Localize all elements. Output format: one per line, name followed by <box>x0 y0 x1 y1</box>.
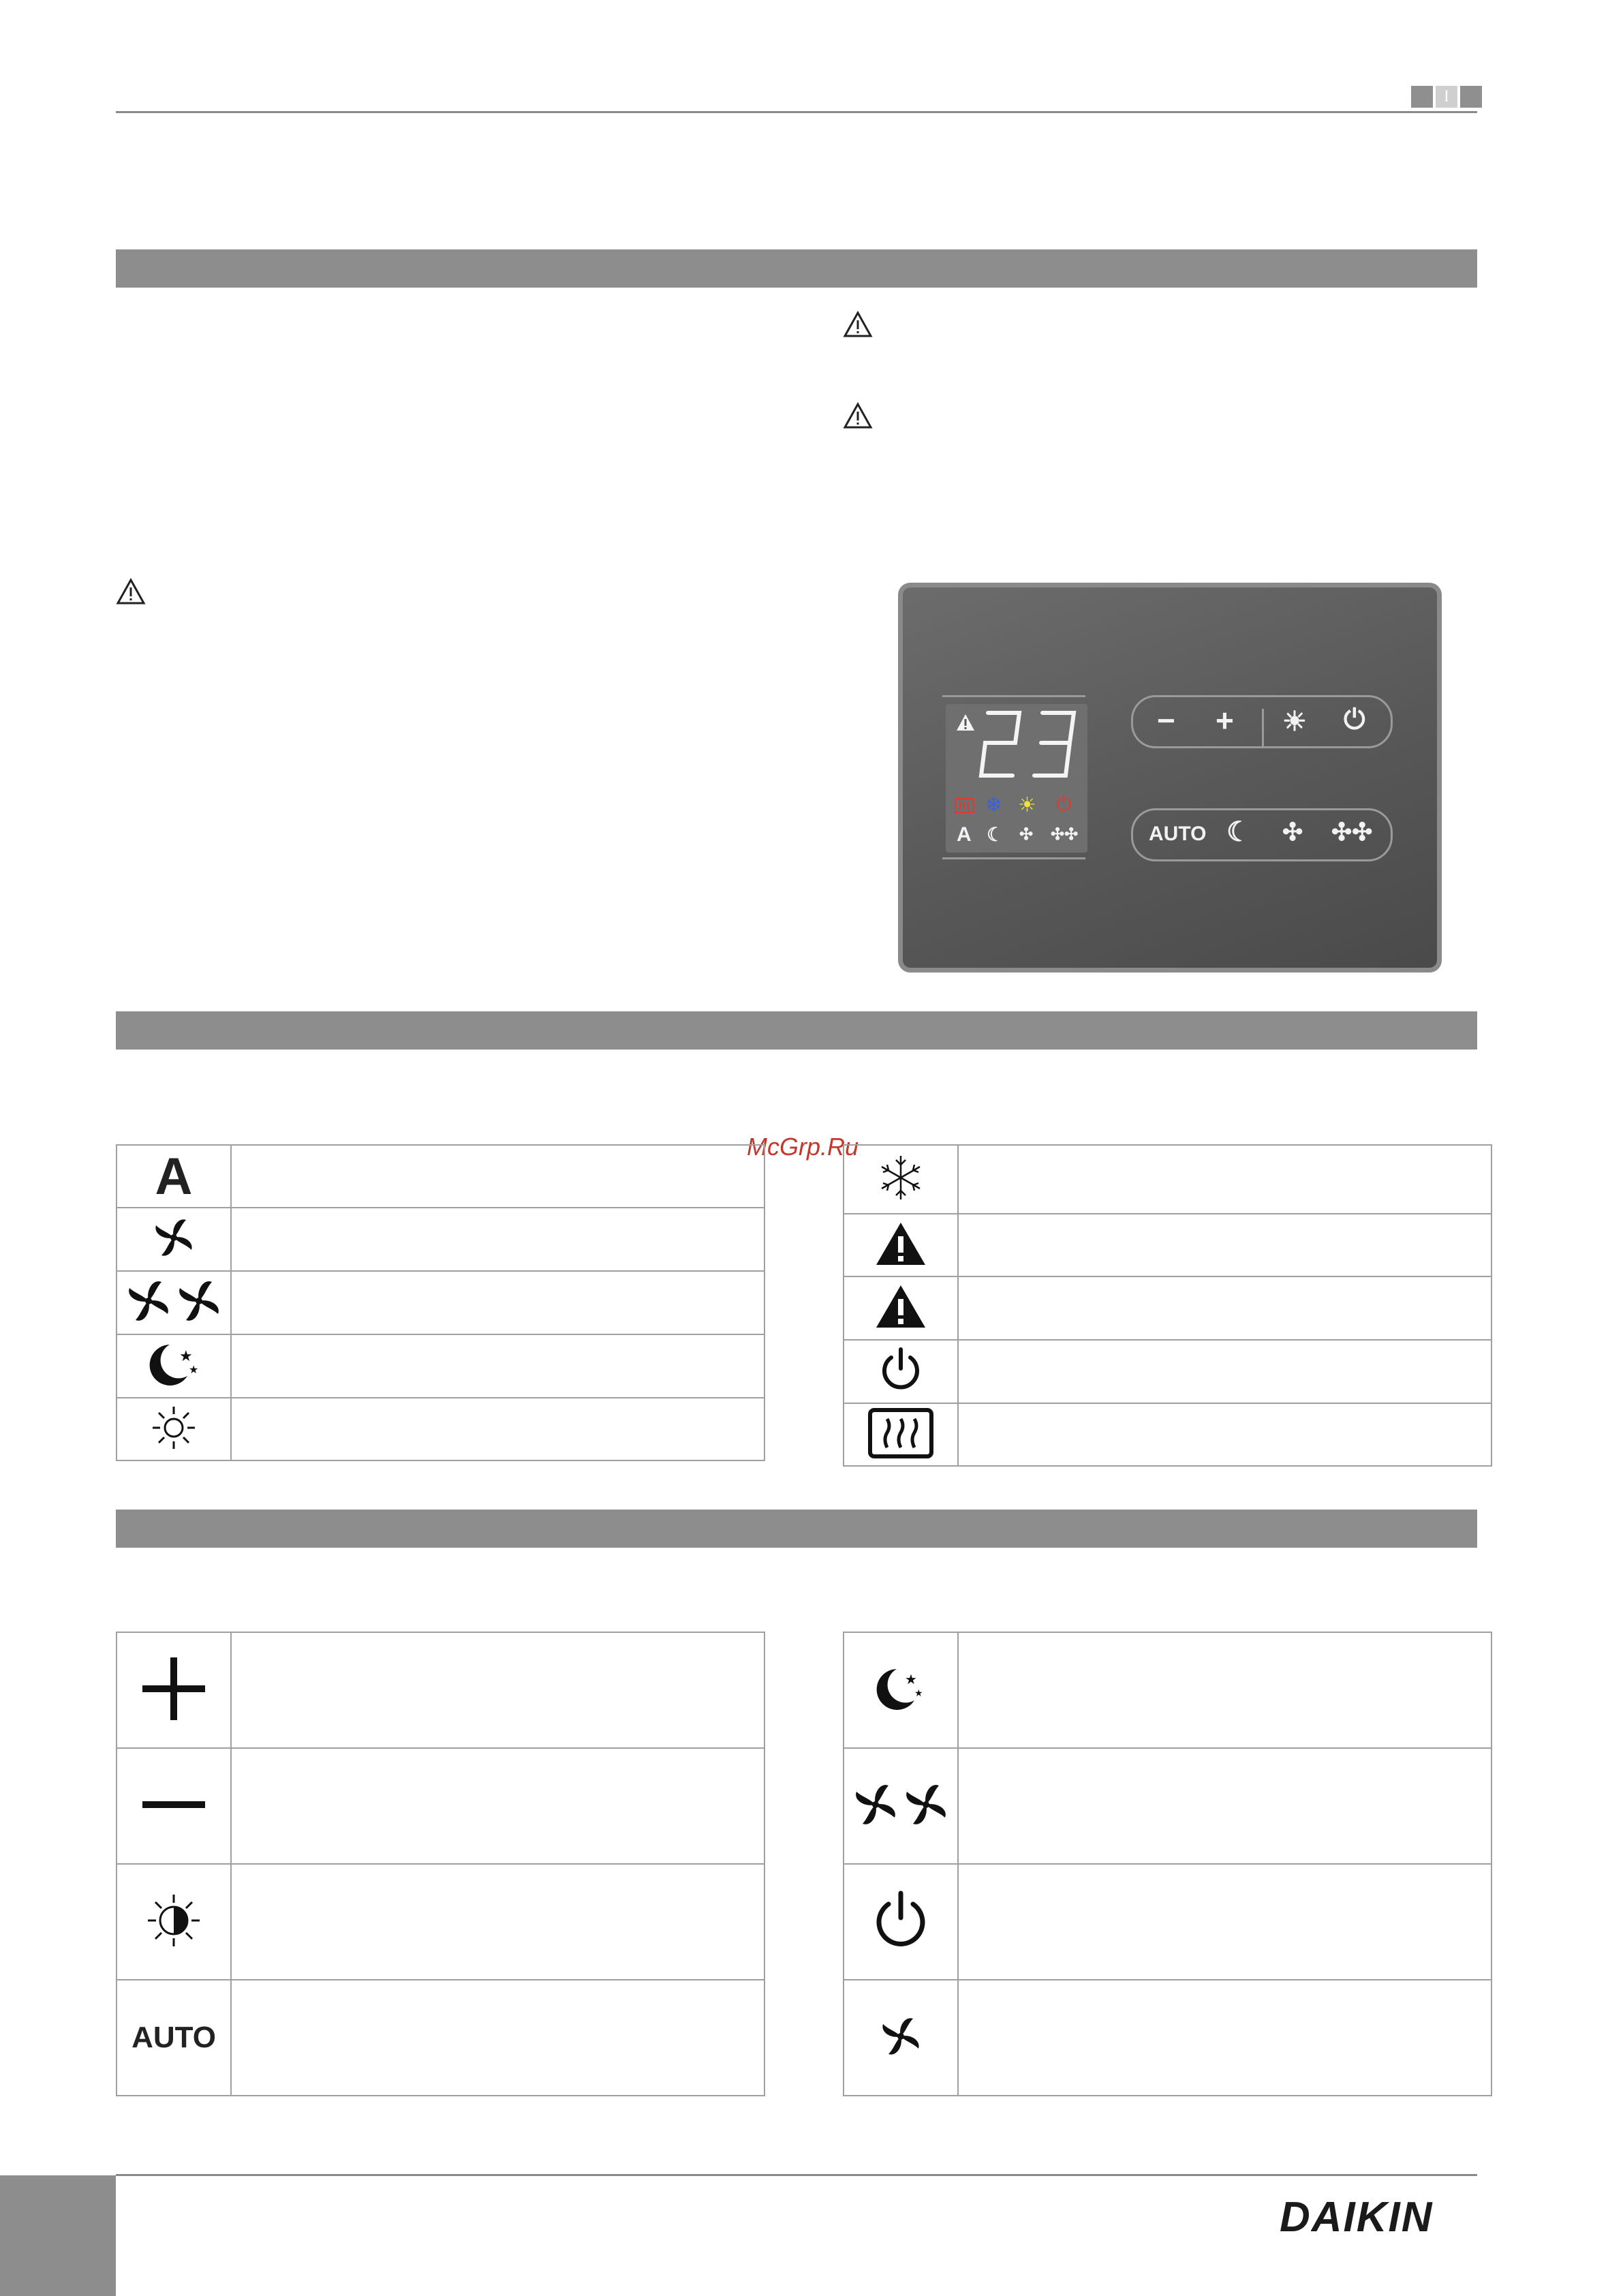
panel-auto-button[interactable]: AUTO <box>1149 823 1207 845</box>
lcd-mode-row <box>951 823 1087 848</box>
lcd-auto-letter: A <box>957 823 972 846</box>
table-cell <box>958 1403 1491 1466</box>
panel-divider <box>1262 709 1264 748</box>
table-cell <box>958 1214 1491 1276</box>
warning-icon <box>843 311 873 338</box>
lcd-moon-icon: ☾ <box>987 824 1004 845</box>
table-cell <box>231 1145 764 1208</box>
lcd-snowflake-icon: ❄ <box>985 794 1003 816</box>
svg-text:★: ★ <box>189 1364 199 1376</box>
svg-text:★: ★ <box>179 1347 193 1364</box>
footer-page-box <box>0 2175 116 2296</box>
moon-stars-icon <box>844 1632 958 1748</box>
power-icon <box>844 1864 958 1980</box>
sun-icon <box>117 1398 231 1460</box>
panel-line <box>942 695 1085 697</box>
buttons-table-right <box>843 1632 1492 2096</box>
panel-minus-button[interactable]: − <box>1157 703 1175 738</box>
panel-fan-button[interactable]: ✣ <box>1282 818 1303 846</box>
header-rule <box>116 111 1477 113</box>
warning-icon <box>116 578 146 605</box>
warning-filled-icon <box>844 1214 958 1276</box>
lcd-warning-icon <box>955 713 976 732</box>
panel-plus-button[interactable]: + <box>1216 703 1234 738</box>
table-cell <box>958 1980 1491 2096</box>
table-cell <box>231 1980 764 2096</box>
double-fan-icon <box>844 1748 958 1864</box>
table-cell <box>231 1334 764 1398</box>
lcd-sun-icon: ☀ <box>1018 794 1036 816</box>
table-cell <box>958 1748 1491 1864</box>
panel-double-fan-button[interactable]: ✣✣ <box>1331 818 1373 846</box>
buttons-table-left <box>116 1632 765 2096</box>
svg-text:★: ★ <box>914 1687 923 1698</box>
brand-logo: DAIKIN <box>1280 2194 1434 2241</box>
table-cell <box>958 1340 1491 1403</box>
watermark: McGrp.Ru <box>747 1133 859 1161</box>
table-cell <box>231 1271 764 1334</box>
table-cell <box>958 1145 1491 1214</box>
language-flag-left <box>1411 86 1433 108</box>
lcd-digits <box>976 707 1085 782</box>
language-flag-middle: I <box>1436 86 1457 108</box>
lcd-status-row <box>951 795 1087 818</box>
panel-power-button[interactable]: ⏻ <box>1344 705 1365 735</box>
power-icon <box>844 1340 958 1403</box>
minus-icon <box>117 1748 231 1864</box>
lcd-double-fan-icon: ✣✣ <box>1051 825 1079 844</box>
snowflake-icon <box>844 1145 958 1214</box>
display-symbols-table-left <box>116 1144 765 1461</box>
moon-stars-icon <box>117 1334 231 1398</box>
table-cell <box>958 1276 1491 1340</box>
table-cell <box>231 1208 764 1271</box>
fan-icon <box>844 1980 958 2096</box>
lcd-heater-icon <box>954 797 974 814</box>
heat-cool-icon <box>117 1864 231 1980</box>
plus-icon <box>117 1632 231 1748</box>
section-band-2 <box>116 1011 1477 1050</box>
heater-icon <box>844 1403 958 1466</box>
auto-a-icon: A <box>117 1145 231 1208</box>
footer-rule <box>116 2174 1477 2176</box>
display-symbols-table-right <box>843 1144 1492 1467</box>
panel-heat-cool-button[interactable]: ☀ <box>1282 707 1307 737</box>
lcd-power-icon: ⏻ <box>1056 793 1072 814</box>
panel-night-button[interactable]: ☾ <box>1226 817 1251 847</box>
auto-text-icon: AUTO <box>117 1980 231 2096</box>
table-cell <box>231 1632 764 1748</box>
table-cell <box>231 1864 764 1980</box>
svg-text:★: ★ <box>905 1672 917 1687</box>
double-fan-icon <box>117 1271 231 1334</box>
section-band-1 <box>116 249 1477 288</box>
section-band-3 <box>116 1510 1477 1548</box>
lcd-fan-icon: ✣ <box>1019 825 1034 844</box>
warning-filled-icon <box>844 1276 958 1340</box>
table-cell <box>231 1398 764 1460</box>
fan-icon <box>117 1208 231 1271</box>
panel-line <box>942 857 1085 859</box>
warning-icon <box>843 402 873 429</box>
table-cell <box>231 1748 764 1864</box>
language-flag-right <box>1460 86 1482 108</box>
table-cell <box>958 1632 1491 1748</box>
table-cell <box>958 1864 1491 1980</box>
